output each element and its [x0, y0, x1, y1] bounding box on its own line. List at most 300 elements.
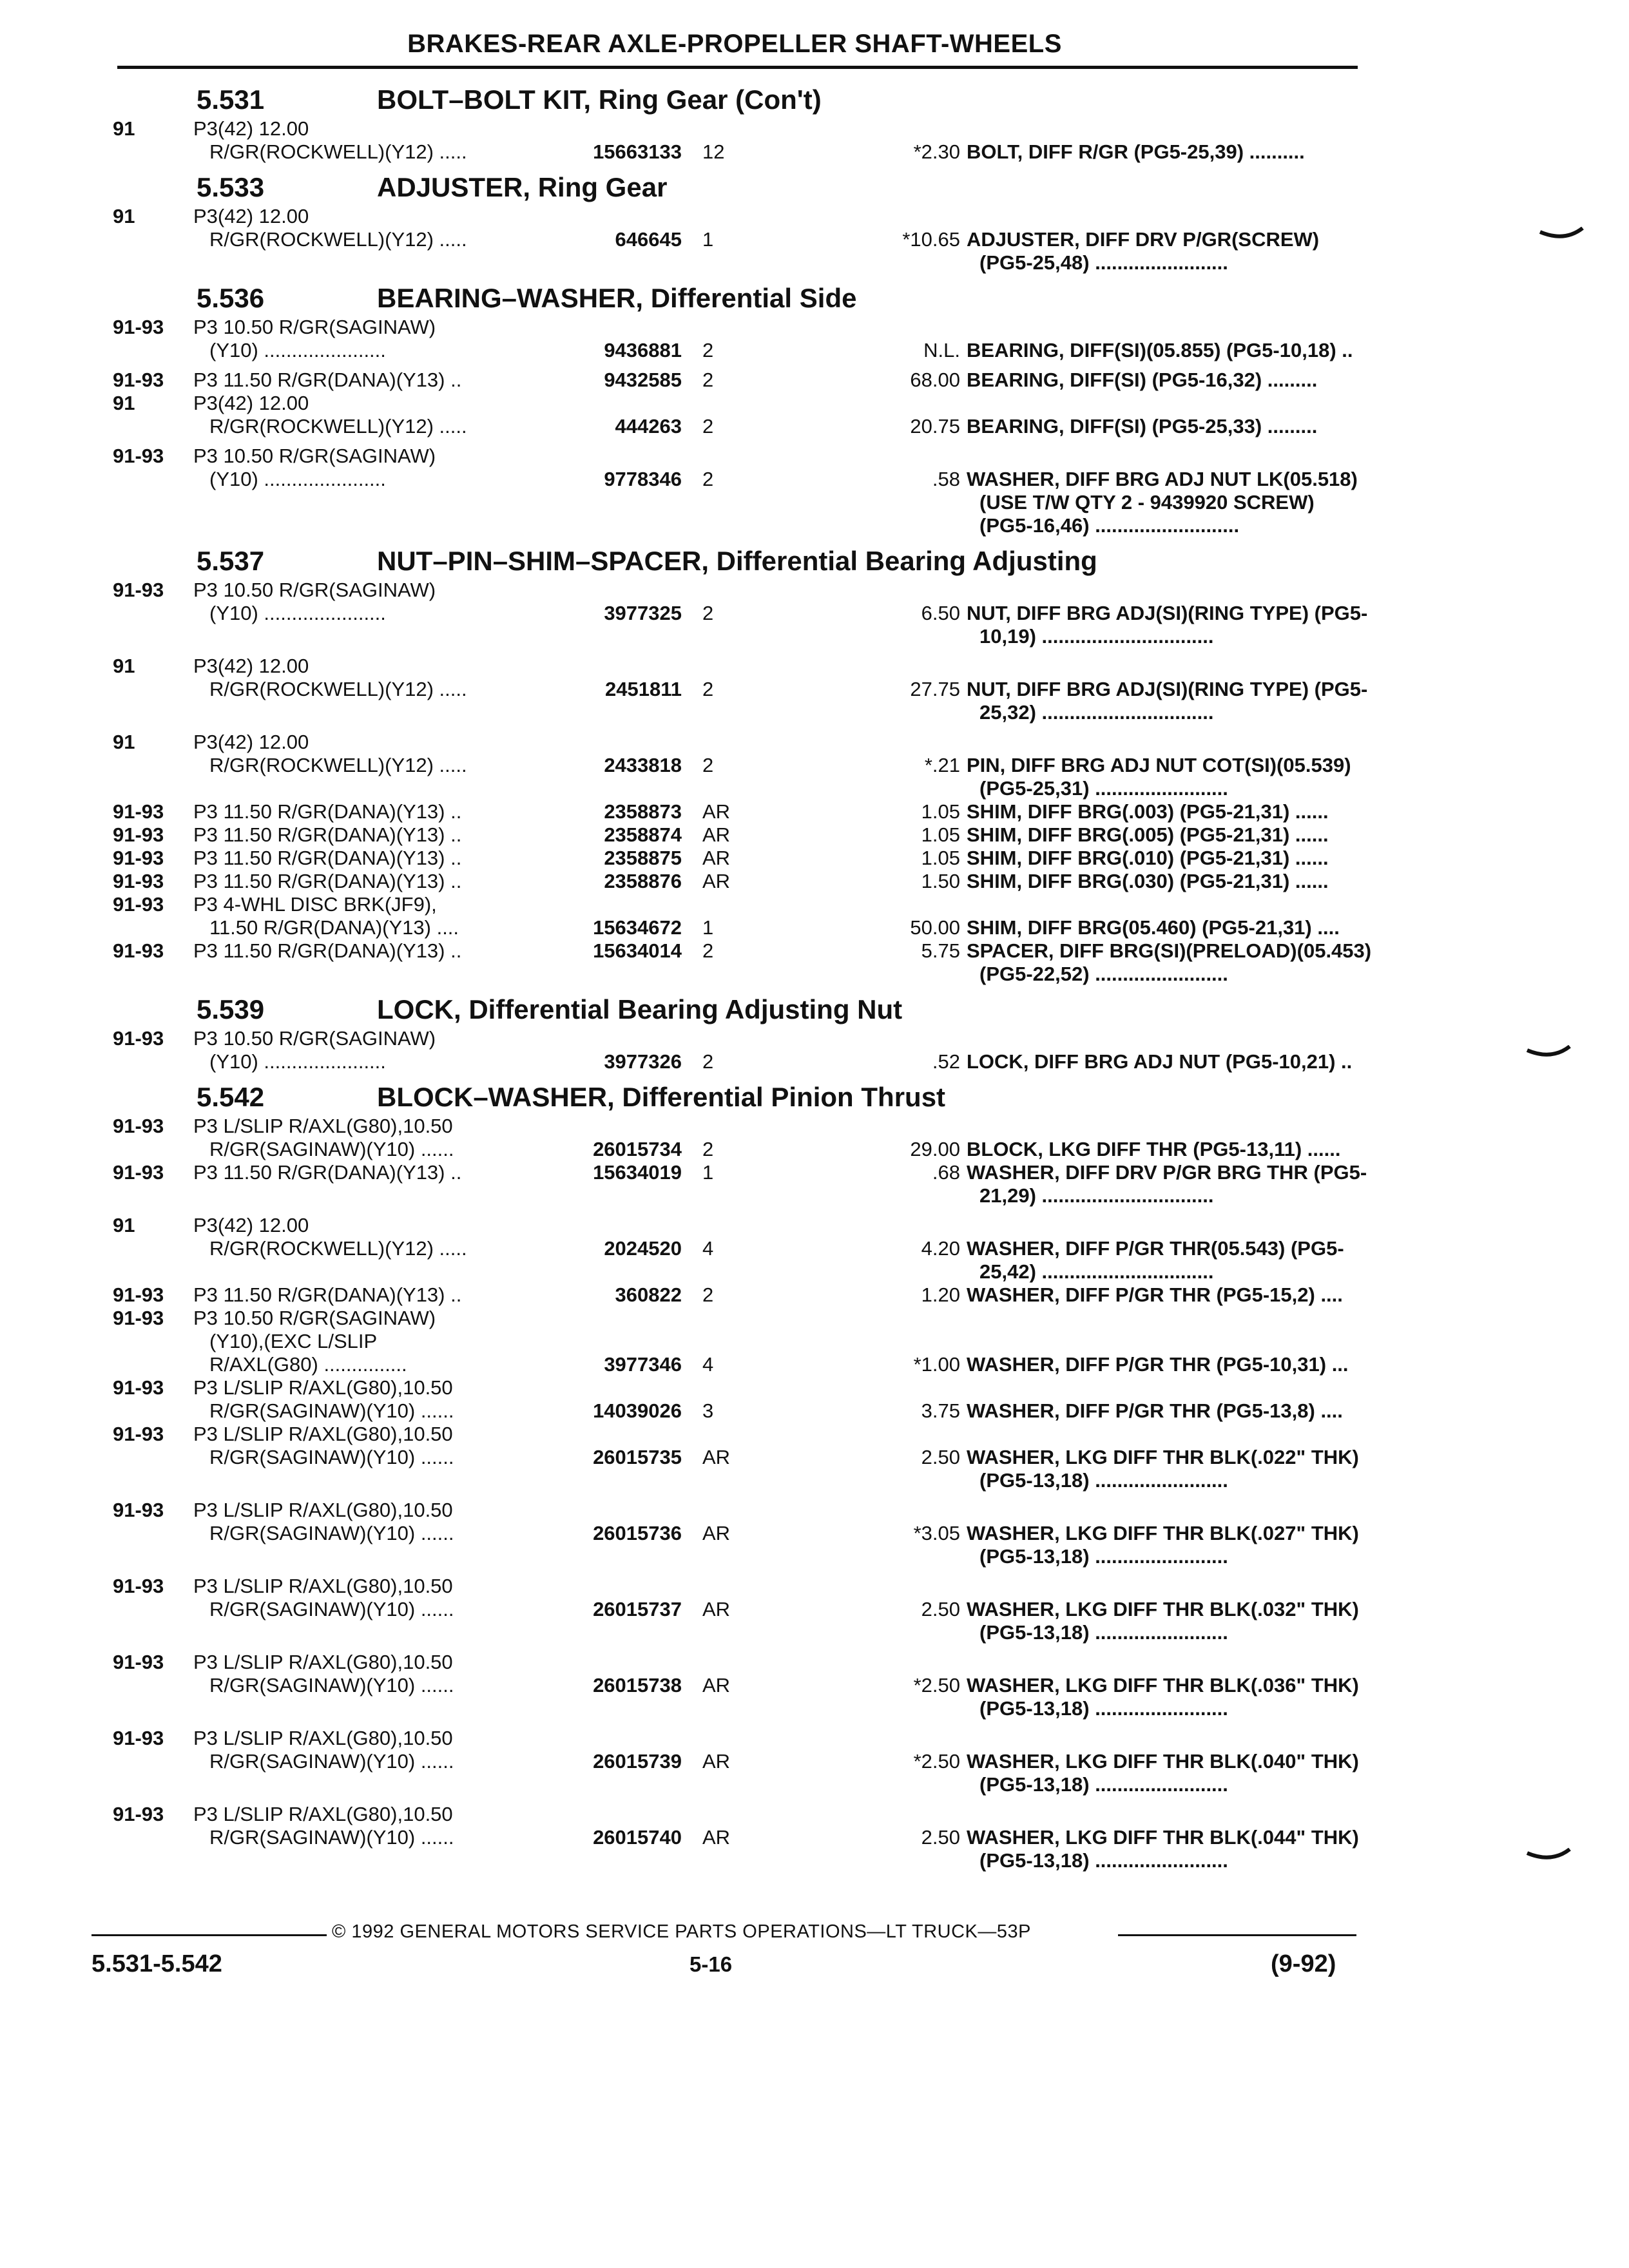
part-entry: [113, 1499, 1360, 1568]
part-entry: [113, 445, 1360, 537]
model-years: 91-93: [113, 847, 164, 869]
section-title: LOCK, Differential Bearing Adjusting Nut: [377, 994, 903, 1024]
application-spec: P3(42) 12.00: [193, 117, 309, 140]
part-entry: [113, 1803, 1360, 1872]
part-line: [113, 754, 1360, 777]
quantity: AR: [702, 847, 731, 869]
part-line: [113, 1446, 1360, 1469]
application-spec: P3 L/SLIP R/AXL(G80),10.50: [193, 1727, 453, 1749]
section-title: ADJUSTER, Ring Gear: [377, 172, 668, 202]
price: 2.50: [921, 1826, 960, 1849]
part-entry: [113, 1115, 1367, 1207]
part-line: [113, 1773, 1360, 1796]
quantity: 2: [702, 678, 714, 700]
part-line: [113, 1803, 1360, 1826]
part-line: [113, 1545, 1360, 1568]
model-years: 91-93: [113, 1115, 164, 1137]
price: 29.00: [910, 1138, 960, 1160]
part-line: [113, 445, 1360, 468]
part-number: 15634672: [593, 916, 682, 939]
part-description: ADJUSTER, DIFF DRV P/GR(SCREW): [967, 228, 1320, 251]
part-line: [113, 870, 1360, 893]
part-description: WASHER, LKG DIFF THR BLK(.032" THK): [967, 1598, 1359, 1620]
price: 2.50: [921, 1598, 960, 1620]
part-description: (PG5-13,18) ........................: [979, 1697, 1228, 1720]
application-spec: R/GR(SAGINAW)(Y10) ......: [209, 1826, 454, 1849]
price: *1.00: [913, 1353, 960, 1376]
model-years: 91-93: [113, 445, 164, 467]
page-header-title: BRAKES-REAR AXLE-PROPELLER SHAFT-WHEELS: [407, 30, 1062, 58]
price: *3.05: [913, 1522, 960, 1544]
part-description: BOLT, DIFF R/GR (PG5-25,39) ..........: [967, 140, 1305, 163]
part-line: [113, 339, 1360, 362]
part-description: WASHER, DIFF P/GR THR (PG5-13,8) ....: [967, 1399, 1343, 1422]
part-line: [113, 228, 1360, 251]
part-line: [113, 1237, 1360, 1260]
part-number: 26015734: [593, 1138, 682, 1160]
quantity: 2: [702, 415, 714, 437]
part-number: 3977325: [604, 602, 682, 624]
price: 2.50: [921, 1446, 960, 1468]
model-years: 91-93: [113, 800, 164, 823]
footer-rule-right: [1118, 1934, 1356, 1936]
quantity: 4: [702, 1353, 714, 1376]
application-spec: R/GR(ROCKWELL)(Y12) .....: [209, 678, 467, 700]
part-entry: [113, 1214, 1360, 1492]
part-line: [113, 1050, 1360, 1073]
part-number: 9778346: [604, 468, 682, 490]
part-line: [113, 1697, 1360, 1720]
part-line: [113, 491, 1360, 514]
part-number: 2358874: [604, 823, 682, 846]
model-years: 91-93: [113, 893, 164, 916]
part-line: [113, 415, 1360, 438]
section-number: 5.539: [197, 994, 265, 1024]
part-description: (PG5-25,48) ........................: [979, 251, 1228, 274]
part-number: 26015735: [593, 1446, 682, 1468]
application-spec: P3 10.50 R/GR(SAGINAW): [193, 445, 436, 467]
part-line: [113, 1376, 1360, 1399]
part-description: WASHER, LKG DIFF THR BLK(.036" THK): [967, 1674, 1359, 1696]
part-line: [113, 1330, 1360, 1353]
part-line: [113, 1115, 1360, 1138]
application-spec: R/AXL(G80) ...............: [209, 1353, 407, 1376]
application-spec: R/GR(SAGINAW)(Y10) ......: [209, 1750, 454, 1773]
application-spec: P3 11.50 R/GR(DANA)(Y13) ..: [193, 847, 462, 869]
section-heading: [113, 544, 1360, 579]
model-years: 91: [113, 117, 135, 140]
price: 20.75: [910, 415, 960, 437]
model-years: 91-93: [113, 579, 164, 601]
price: 50.00: [910, 916, 960, 939]
part-line: [113, 1283, 1360, 1307]
price: *.21: [924, 754, 960, 776]
part-line: [113, 117, 1360, 140]
part-line: [113, 1522, 1360, 1545]
part-line: [113, 1849, 1360, 1872]
part-description: WASHER, LKG DIFF THR BLK(.044" THK): [967, 1826, 1359, 1849]
part-line: [113, 514, 1360, 537]
section-heading: [113, 992, 1360, 1027]
application-spec: R/GR(ROCKWELL)(Y12) .....: [209, 140, 467, 163]
application-spec: P3 10.50 R/GR(SAGINAW): [193, 1027, 436, 1050]
quantity: 1: [702, 916, 714, 939]
part-number: 15663133: [593, 140, 682, 163]
part-number: 9436881: [604, 339, 682, 361]
price: 1.50: [921, 870, 960, 892]
part-entry: [113, 1651, 1360, 1720]
part-number: 444263: [615, 415, 682, 437]
part-description: NUT, DIFF BRG ADJ(SI)(RING TYPE) (PG5-: [967, 602, 1368, 624]
part-line: [113, 893, 1360, 916]
part-description: (PG5-25,31) ........................: [979, 777, 1228, 800]
part-entry: [113, 1575, 1360, 1644]
section-number: 5.542: [197, 1082, 265, 1112]
application-spec: P3(42) 12.00: [193, 655, 309, 677]
part-entry: [113, 205, 1360, 274]
part-description: (PG5-16,46) ..........................: [979, 514, 1240, 537]
application-spec: (Y10) ......................: [209, 602, 386, 624]
section-heading: [113, 82, 1360, 117]
application-spec: P3 L/SLIP R/AXL(G80),10.50: [193, 1499, 453, 1521]
application-spec: R/GR(SAGINAW)(Y10) ......: [209, 1138, 454, 1160]
quantity: 2: [702, 1138, 714, 1160]
quantity: AR: [702, 800, 731, 823]
part-line: [113, 731, 1360, 754]
application-spec: P3 11.50 R/GR(DANA)(Y13) ..: [193, 1283, 462, 1306]
part-line: [113, 140, 1360, 164]
price: N.L.: [923, 339, 960, 361]
application-spec: (Y10) ......................: [209, 339, 386, 361]
application-spec: R/GR(SAGINAW)(Y10) ......: [209, 1399, 454, 1422]
part-description: WASHER, LKG DIFF THR BLK(.027" THK): [967, 1522, 1359, 1544]
part-line: [113, 1027, 1360, 1050]
section-title: BLOCK–WASHER, Differential Pinion Thrust: [377, 1082, 946, 1112]
part-line: [113, 1138, 1360, 1161]
part-description: WASHER, DIFF P/GR THR (PG5-10,31) ...: [967, 1353, 1349, 1376]
model-years: 91-93: [113, 1651, 164, 1673]
price: .52: [932, 1050, 960, 1073]
model-years: 91: [113, 731, 135, 753]
application-spec: R/GR(ROCKWELL)(Y12) .....: [209, 1237, 467, 1260]
application-spec: P3 11.50 R/GR(DANA)(Y13) ..: [193, 369, 462, 391]
section-number: 5.531: [197, 84, 265, 115]
model-years: 91-93: [113, 1027, 164, 1050]
footer-section-range: 5.531-5.542: [92, 1950, 222, 1977]
price: .58: [932, 468, 960, 490]
part-line: [113, 1161, 1367, 1184]
part-line: [113, 205, 1360, 228]
part-entry: [113, 369, 1360, 438]
quantity: AR: [702, 1522, 731, 1544]
part-description: LOCK, DIFF BRG ADJ NUT (PG5-10,21) ..: [967, 1050, 1353, 1073]
model-years: 91-93: [113, 1423, 164, 1445]
header-rule: [117, 66, 1358, 69]
part-line: [113, 1727, 1360, 1750]
model-years: 91-93: [113, 823, 164, 846]
part-description: WASHER, LKG DIFF THR BLK(.040" THK): [967, 1750, 1359, 1773]
part-description: WASHER, DIFF DRV P/GR BRG THR (PG5-: [967, 1161, 1367, 1184]
application-spec: P3 11.50 R/GR(DANA)(Y13) ..: [193, 823, 462, 846]
footer-revision-date: (9-92): [1271, 1950, 1336, 1977]
part-number: 2433818: [604, 754, 682, 776]
part-line: [113, 678, 1368, 701]
part-number: 3977346: [604, 1353, 682, 1376]
part-line: [113, 1575, 1360, 1598]
price: *10.65: [902, 228, 960, 251]
quantity: 4: [702, 1237, 714, 1260]
binder-tick-mark: [1526, 1848, 1571, 1865]
application-spec: P3(42) 12.00: [193, 731, 309, 753]
part-entry: [113, 1727, 1360, 1796]
price: 27.75: [910, 678, 960, 700]
part-entry: [113, 117, 1360, 164]
part-line: [113, 1307, 1360, 1330]
application-spec: P3(42) 12.00: [193, 205, 309, 227]
part-line: [113, 625, 1360, 648]
application-spec: P3 10.50 R/GR(SAGINAW): [193, 316, 436, 338]
part-number: 15634019: [593, 1161, 682, 1184]
application-spec: P3 11.50 R/GR(DANA)(Y13) ..: [193, 1161, 462, 1184]
price: 3.75: [921, 1399, 960, 1422]
part-description: 25,32) ...............................: [979, 701, 1214, 724]
application-spec: R/GR(SAGINAW)(Y10) ......: [209, 1522, 454, 1544]
part-line: [113, 847, 1360, 870]
section-number: 5.537: [197, 546, 265, 576]
part-description: (PG5-13,18) ........................: [979, 1773, 1228, 1796]
model-years: 91: [113, 392, 135, 414]
part-line: [113, 1826, 1360, 1849]
part-number: 2451811: [605, 678, 682, 700]
part-description: NUT, DIFF BRG ADJ(SI)(RING TYPE) (PG5-: [967, 678, 1368, 700]
part-number: 646645: [615, 228, 682, 251]
part-description: BLOCK, LKG DIFF THR (PG5-13,11) ......: [967, 1138, 1341, 1160]
part-number: 2358876: [604, 870, 682, 892]
application-spec: P3(42) 12.00: [193, 392, 309, 414]
part-number: 26015740: [593, 1826, 682, 1849]
application-spec: R/GR(SAGINAW)(Y10) ......: [209, 1446, 454, 1468]
binder-tick-mark: [1539, 227, 1584, 244]
quantity: 2: [702, 1050, 714, 1073]
section-number: 5.536: [197, 283, 265, 313]
price: 1.05: [921, 800, 960, 823]
price: 6.50: [921, 602, 960, 624]
quantity: 1: [702, 228, 714, 251]
part-number: 26015739: [593, 1750, 682, 1773]
quantity: AR: [702, 1446, 731, 1468]
model-years: 91-93: [113, 1499, 164, 1521]
model-years: 91-93: [113, 939, 164, 962]
part-line: [113, 1621, 1360, 1644]
model-years: 91-93: [113, 1575, 164, 1597]
part-number: 14039026: [593, 1399, 682, 1422]
section-title: BEARING–WASHER, Differential Side: [377, 283, 857, 313]
part-line: [113, 916, 1360, 939]
part-line: [113, 1674, 1360, 1697]
model-years: 91-93: [113, 369, 164, 391]
part-description: SPACER, DIFF BRG(SI)(PRELOAD)(05.453): [967, 939, 1372, 962]
application-spec: P3 L/SLIP R/AXL(G80),10.50: [193, 1651, 453, 1673]
quantity: 2: [702, 468, 714, 490]
part-description: (PG5-13,18) ........................: [979, 1545, 1228, 1568]
part-number: 15634014: [593, 939, 682, 962]
price: 1.20: [921, 1283, 960, 1306]
part-line: [113, 468, 1360, 491]
price: 1.05: [921, 847, 960, 869]
part-entry: [113, 1027, 1360, 1073]
application-spec: P3 L/SLIP R/AXL(G80),10.50: [193, 1423, 453, 1445]
part-description: 10,19) ...............................: [979, 625, 1214, 648]
part-number: 26015736: [593, 1522, 682, 1544]
footer-copyright: © 1992 GENERAL MOTORS SERVICE PARTS OPERATIONS—LT TRUCK—53P: [332, 1921, 1031, 1942]
part-description: (PG5-13,18) ........................: [979, 1849, 1228, 1872]
part-line: [113, 1651, 1360, 1674]
footer-rule-left: [92, 1934, 327, 1936]
part-line: [113, 1184, 1360, 1207]
quantity: 1: [702, 1161, 714, 1184]
part-description: BEARING, DIFF(SI)(05.855) (PG5-10,18) ..: [967, 339, 1353, 361]
part-line: [113, 777, 1360, 800]
application-spec: P3 10.50 R/GR(SAGINAW): [193, 579, 436, 601]
part-line: [113, 655, 1360, 678]
part-line: [113, 1353, 1360, 1376]
part-line: [113, 1750, 1360, 1773]
part-line: [113, 316, 1360, 339]
model-years: 91-93: [113, 1283, 164, 1306]
model-years: 91: [113, 655, 135, 677]
part-description: 21,29) ...............................: [979, 1184, 1214, 1207]
quantity: AR: [702, 823, 731, 846]
parts-listing: [113, 76, 1372, 1879]
application-spec: R/GR(ROCKWELL)(Y12) .....: [209, 228, 467, 251]
part-line: [113, 1469, 1360, 1492]
application-spec: P3 10.50 R/GR(SAGINAW): [193, 1307, 436, 1329]
quantity: 2: [702, 754, 714, 776]
part-line: [113, 1399, 1360, 1423]
part-description: (PG5-13,18) ........................: [979, 1469, 1228, 1492]
application-spec: R/GR(ROCKWELL)(Y12) .....: [209, 415, 467, 437]
price: *2.50: [913, 1674, 960, 1696]
model-years: 91-93: [113, 1727, 164, 1749]
price: 5.75: [921, 939, 960, 962]
part-description: WASHER, DIFF P/GR THR (PG5-15,2) ....: [967, 1283, 1343, 1306]
application-spec: 11.50 R/GR(DANA)(Y13) ....: [209, 916, 459, 939]
model-years: 91-93: [113, 870, 164, 892]
part-line: [113, 823, 1360, 847]
price: *2.50: [913, 1750, 960, 1773]
part-description: SHIM, DIFF BRG(.010) (PG5-21,31) ......: [967, 847, 1329, 869]
section-heading: [113, 170, 1360, 205]
part-description: SHIM, DIFF BRG(.030) (PG5-21,31) ......: [967, 870, 1329, 892]
model-years: 91-93: [113, 1307, 164, 1329]
application-spec: P3 L/SLIP R/AXL(G80),10.50: [193, 1376, 453, 1399]
quantity: 3: [702, 1399, 714, 1422]
application-spec: R/GR(SAGINAW)(Y10) ......: [209, 1674, 454, 1696]
part-line: [113, 1214, 1360, 1237]
part-line: [113, 939, 1372, 963]
part-description: PIN, DIFF BRG ADJ NUT COT(SI)(05.539): [967, 754, 1351, 776]
quantity: AR: [702, 1826, 731, 1849]
quantity: 2: [702, 1283, 714, 1306]
application-spec: R/GR(ROCKWELL)(Y12) .....: [209, 754, 467, 776]
part-line: [113, 1499, 1360, 1522]
part-entry: [113, 579, 1368, 648]
section-heading: [113, 281, 1360, 316]
quantity: AR: [702, 870, 731, 892]
part-entry: [113, 655, 1368, 724]
section-heading: [113, 1080, 1360, 1115]
application-spec: P3 4-WHL DISC BRK(JF9),: [193, 893, 437, 916]
part-description: SHIM, DIFF BRG(.005) (PG5-21,31) ......: [967, 823, 1329, 846]
quantity: AR: [702, 1674, 731, 1696]
application-spec: P3 L/SLIP R/AXL(G80),10.50: [193, 1115, 453, 1137]
part-description: (PG5-13,18) ........................: [979, 1621, 1228, 1644]
section-number: 5.533: [197, 172, 265, 202]
part-line: [113, 800, 1360, 823]
part-number: 3977326: [604, 1050, 682, 1073]
application-spec: P3 L/SLIP R/AXL(G80),10.50: [193, 1575, 453, 1597]
part-number: 360822: [615, 1283, 682, 1306]
part-number: 9432585: [604, 369, 682, 391]
part-line: [113, 579, 1360, 602]
section-title: BOLT–BOLT KIT, Ring Gear (Con't): [377, 84, 822, 115]
application-spec: R/GR(SAGINAW)(Y10) ......: [209, 1598, 454, 1620]
part-line: [113, 369, 1360, 392]
quantity: 2: [702, 939, 714, 962]
quantity: 2: [702, 602, 714, 624]
quantity: AR: [702, 1750, 731, 1773]
model-years: 91-93: [113, 1161, 164, 1184]
application-spec: P3(42) 12.00: [193, 1214, 309, 1236]
quantity: AR: [702, 1598, 731, 1620]
part-entry: [113, 316, 1360, 362]
model-years: 91: [113, 205, 135, 227]
part-line: [113, 1260, 1360, 1283]
price: 4.20: [921, 1237, 960, 1260]
part-line: [113, 392, 1360, 415]
application-spec: P3 11.50 R/GR(DANA)(Y13) ..: [193, 800, 462, 823]
quantity: 12: [702, 140, 725, 163]
part-number: 2358873: [604, 800, 682, 823]
model-years: 91-93: [113, 1803, 164, 1825]
application-spec: P3 11.50 R/GR(DANA)(Y13) ..: [193, 939, 462, 962]
application-spec: (Y10),(EXC L/SLIP: [209, 1330, 378, 1352]
part-number: 26015737: [593, 1598, 682, 1620]
application-spec: (Y10) ......................: [209, 1050, 386, 1073]
model-years: 91-93: [113, 1376, 164, 1399]
part-description: BEARING, DIFF(SI) (PG5-16,32) .........: [967, 369, 1318, 391]
price: 1.05: [921, 823, 960, 846]
part-description: WASHER, DIFF P/GR THR(05.543) (PG5-: [967, 1237, 1344, 1260]
price: *2.30: [913, 140, 960, 163]
part-description: (PG5-22,52) ........................: [979, 963, 1228, 985]
price: 68.00: [910, 369, 960, 391]
footer-page-number: 5-16: [689, 1952, 733, 1976]
part-entry: [113, 731, 1372, 986]
price: .68: [932, 1161, 960, 1184]
part-line: [113, 1598, 1360, 1621]
application-spec: (Y10) ......................: [209, 468, 386, 490]
part-line: [113, 251, 1360, 274]
part-line: [113, 602, 1368, 625]
part-line: [113, 1423, 1360, 1446]
section-title: NUT–PIN–SHIM–SPACER, Differential Bearing Adjusting: [377, 546, 1097, 576]
binder-tick-mark: [1526, 1045, 1571, 1062]
part-description: SHIM, DIFF BRG(.003) (PG5-21,31) ......: [967, 800, 1329, 823]
part-line: [113, 701, 1360, 724]
quantity: 2: [702, 369, 714, 391]
part-line: [113, 963, 1360, 986]
